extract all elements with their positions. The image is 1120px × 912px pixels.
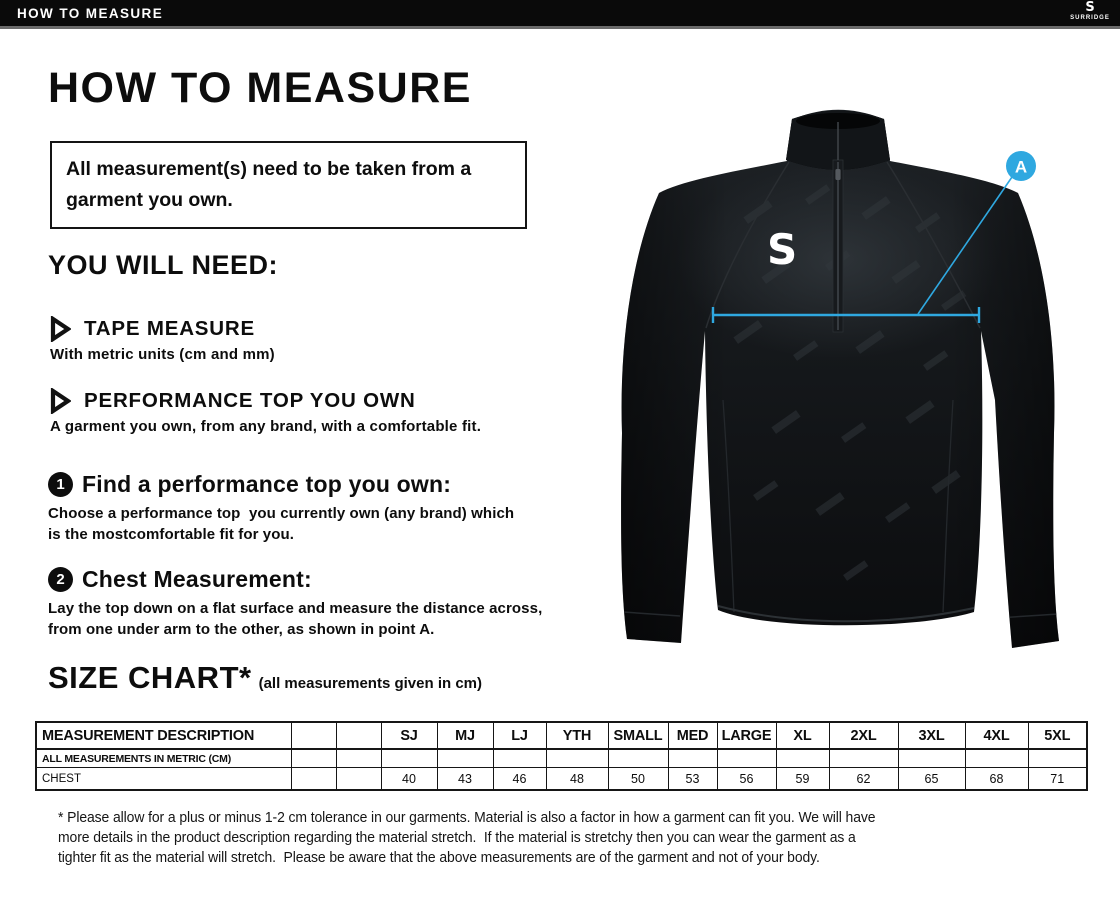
step-number-badge: 1: [48, 472, 73, 497]
step-description-line: Lay the top down on a flat surface and measure the distance across,: [48, 600, 543, 617]
chest-value-cell: 40: [381, 768, 437, 791]
play-triangle-icon: [50, 388, 71, 414]
column-header: MEASUREMENT DESCRIPTION: [36, 722, 291, 749]
need-item-header: [50, 316, 275, 342]
column-header: MED: [668, 722, 717, 749]
surridge-logo: [1067, 1, 1113, 21]
empty-cell: [608, 749, 668, 768]
play-triangle-icon: [50, 316, 71, 342]
performance-top-graphic: [593, 110, 1085, 660]
empty-cell: [829, 749, 898, 768]
column-header: 5XL: [1028, 722, 1087, 749]
column-header: [291, 722, 336, 749]
chest-value-cell: 65: [898, 768, 965, 791]
disclaimer-text: [58, 808, 875, 868]
need-item-performance-top: [50, 388, 481, 435]
column-header: 2XL: [829, 722, 898, 749]
step-number-badge: 2: [48, 567, 73, 592]
you-will-need-heading: YOU WILL NEED:: [48, 250, 279, 280]
surridge-brand-text: SURRIDGE: [1070, 15, 1110, 21]
page-title: HOW TO MEASURE: [48, 64, 472, 112]
chest-value-cell: 43: [437, 768, 493, 791]
chest-value-cell: 68: [965, 768, 1028, 791]
column-header: LJ: [493, 722, 546, 749]
marker-a-label: A: [1014, 157, 1028, 177]
empty-cell: [291, 749, 336, 768]
column-header: YTH: [546, 722, 608, 749]
disclaimer-line: tighter fit as the material will stretch. Please be aware that the above measurements are of the garment and not of your body.: [58, 848, 820, 866]
disclaimer-line: * Please allow for a plus or minus 1-2 cm tolerance in our garments. Material is also a factor in how a garment can fit you. We will have: [58, 809, 876, 826]
empty-cell: [1028, 749, 1087, 768]
chest-value-cell: 56: [717, 768, 776, 791]
column-header: 3XL: [898, 722, 965, 749]
top-bar: [0, 0, 1120, 26]
step-description: [48, 599, 542, 640]
empty-cell: [776, 749, 829, 768]
chest-value-cell: [336, 768, 381, 791]
chest-value-cell: 59: [776, 768, 829, 791]
empty-cell: [898, 749, 965, 768]
chest-value-cell: 53: [668, 768, 717, 791]
step-header: [48, 471, 514, 498]
step-description-line: Choose a performance top you currently own (any brand) which: [48, 505, 515, 522]
chest-value-cell: [291, 768, 336, 791]
empty-cell: [717, 749, 776, 768]
empty-cell: [437, 749, 493, 768]
size-chart-title: SIZE CHART*: [48, 660, 252, 695]
chest-value-cell: 48: [546, 768, 608, 791]
column-header: MJ: [437, 722, 493, 749]
table-header-row: [36, 722, 1087, 749]
need-item-description: A garment you own, from any brand, with a comfortable fit.: [50, 418, 482, 435]
step-header: [48, 566, 542, 593]
size-chart-table: [35, 721, 1088, 791]
empty-cell: [381, 749, 437, 768]
need-item-tape-measure: [50, 316, 275, 363]
step-title: Find a performance top you own:: [82, 471, 452, 497]
column-header: XL: [776, 722, 829, 749]
column-header: 4XL: [965, 722, 1028, 749]
empty-cell: [965, 749, 1028, 768]
chest-value-cell: 71: [1028, 768, 1087, 791]
empty-cell: [493, 749, 546, 768]
metric-label-cell: ALL MEASUREMENTS IN METRIC (CM): [36, 749, 291, 768]
chest-value-cell: 62: [829, 768, 898, 791]
notice-line: garment you own.: [66, 189, 233, 212]
column-header: [336, 722, 381, 749]
top-bar-title: HOW TO MEASURE: [17, 5, 164, 21]
step-description: [48, 504, 514, 545]
notice-line: All measurement(s) need to be taken from a: [66, 158, 472, 180]
garment-figure: [593, 100, 1085, 660]
table-chest-row: [36, 768, 1087, 791]
surridge-s-icon: S: [1085, 0, 1095, 16]
need-item-title: PERFORMANCE TOP YOU OWN: [84, 389, 416, 412]
step-description-line: from one under arm to the other, as shown in point A.: [48, 620, 435, 638]
step-1: [48, 471, 514, 545]
empty-cell: [546, 749, 608, 768]
need-item-description: With metric units (cm and mm): [50, 346, 275, 363]
notice-box: [50, 141, 527, 229]
top-bar-divider: [0, 26, 1120, 29]
disclaimer-line: more details in the product description regarding the material stretch. If the material is stretchy then you can wear the garment as a: [58, 828, 856, 846]
empty-cell: [668, 749, 717, 768]
step-title: Chest Measurement:: [82, 566, 312, 592]
size-chart-heading: [48, 660, 482, 696]
step-2: [48, 566, 542, 640]
step-description-line: is the mostcomfortable fit for you.: [48, 525, 295, 543]
chest-logo-s: S: [767, 225, 798, 274]
chest-value-cell: 46: [493, 768, 546, 791]
size-chart-subtitle: (all measurements given in cm): [258, 675, 482, 692]
need-item-header: [50, 388, 481, 414]
column-header: SJ: [381, 722, 437, 749]
column-header: SMALL: [608, 722, 668, 749]
chest-value-cell: 50: [608, 768, 668, 791]
column-header: LARGE: [717, 722, 776, 749]
table-metric-row: [36, 749, 1087, 768]
need-item-title: TAPE MEASURE: [84, 317, 255, 340]
empty-cell: [336, 749, 381, 768]
chest-label-cell: CHEST: [36, 768, 291, 791]
